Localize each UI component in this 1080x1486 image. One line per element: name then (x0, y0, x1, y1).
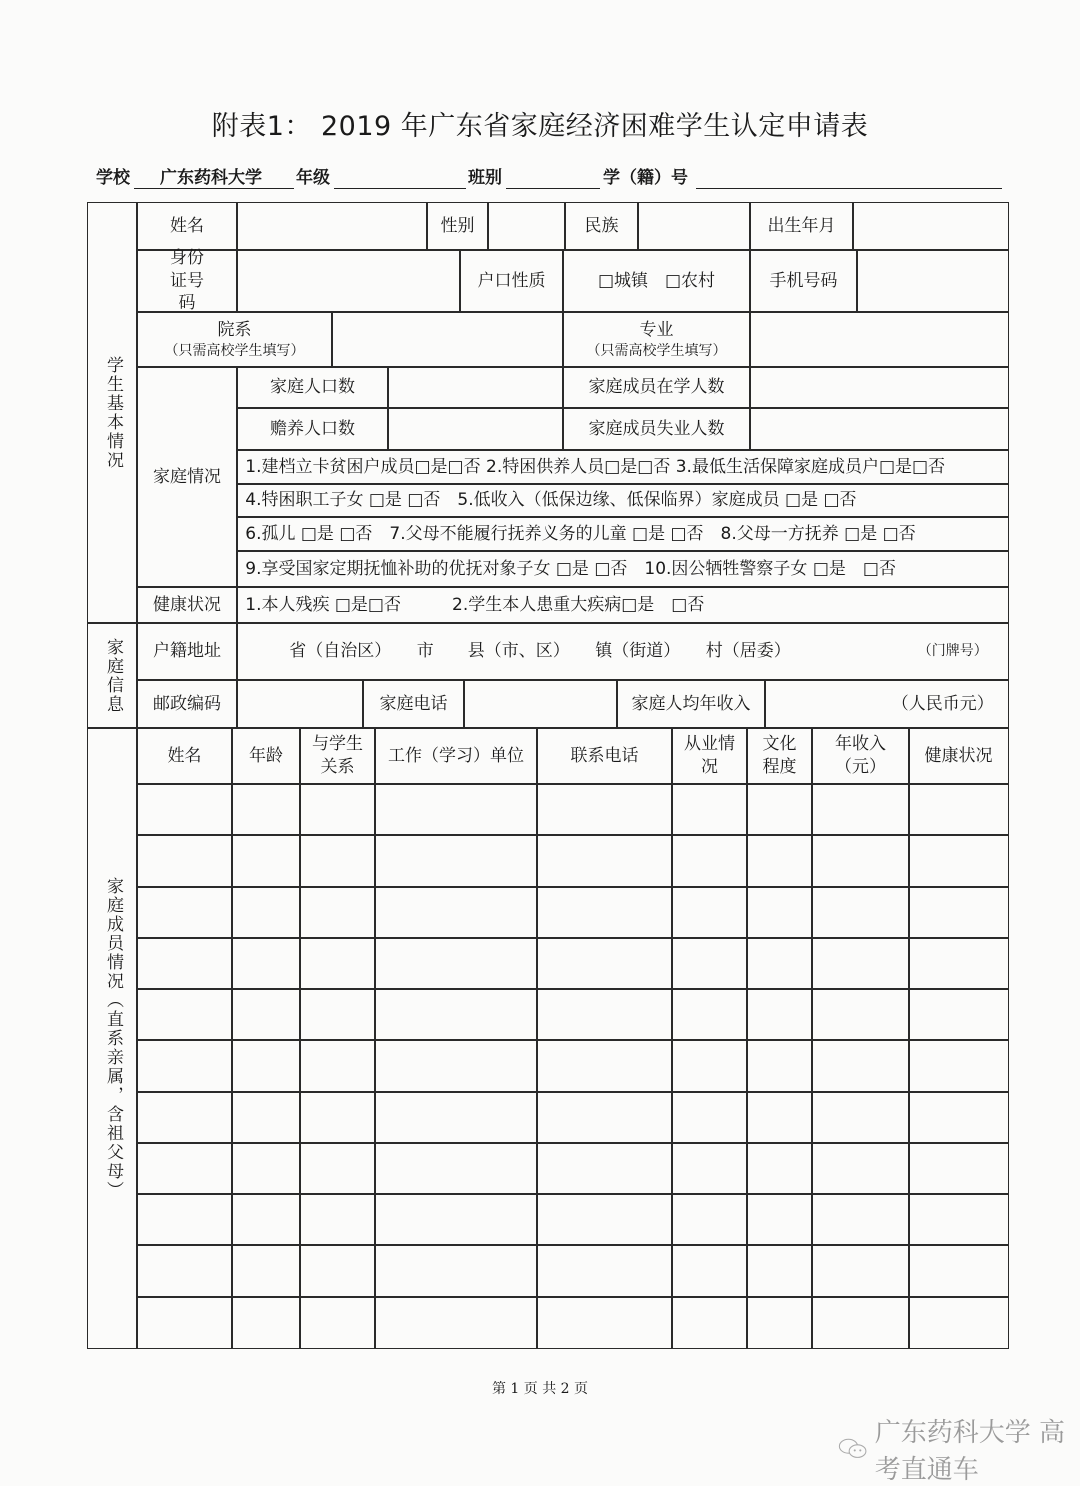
member-health-cell[interactable] (908, 1039, 1009, 1093)
school-value: 广东药科大学 (160, 168, 262, 188)
member-phone-cell[interactable] (536, 783, 673, 836)
member-education-cell[interactable] (746, 937, 813, 990)
dependents-label: 赡养人口数 (236, 407, 389, 451)
member-relation-cell[interactable] (299, 1091, 376, 1144)
member-health-cell[interactable] (908, 1244, 1009, 1298)
member-education-cell[interactable] (746, 1296, 813, 1349)
column-header-age: 年龄 (231, 727, 301, 785)
student-id-label: 学（籍）号 (603, 168, 688, 188)
member-occupation-cell[interactable] (671, 886, 748, 939)
health-checkboxes[interactable]: 1.本人残疾 □是□否 2.学生本人患重大疾病□是 □否 (236, 586, 1009, 624)
gender-label: 性别 (426, 202, 489, 251)
member-education-cell[interactable] (746, 1244, 813, 1298)
id-card-label: 身份证号码 (136, 249, 238, 313)
section-label-members: 家庭成员情况（直系亲属，含祖父母） (87, 727, 138, 1349)
member-phone-cell[interactable] (536, 1091, 673, 1144)
member-name-cell[interactable] (136, 988, 233, 1041)
member-health-cell[interactable] (908, 1142, 1009, 1195)
member-education-cell[interactable] (746, 1091, 813, 1144)
class-field[interactable] (506, 166, 600, 189)
member-work-unit-cell[interactable] (374, 834, 538, 888)
column-header-relation: 与学生关系 (299, 727, 376, 785)
income-field[interactable]: （人民币元） (764, 679, 1009, 729)
member-phone-cell[interactable] (536, 1142, 673, 1195)
student-id-field[interactable] (696, 166, 1002, 189)
member-name-cell[interactable] (136, 1142, 233, 1195)
member-income-cell[interactable] (811, 834, 910, 888)
column-header-name: 姓名 (136, 727, 233, 785)
page-footer: 第 1 页 共 2 页 (491, 1381, 589, 1397)
member-occupation-cell[interactable] (671, 1142, 748, 1195)
health-label: 健康状况 (136, 586, 238, 624)
gender-field[interactable] (487, 202, 566, 251)
member-income-cell[interactable] (811, 937, 910, 990)
ethnicity-field[interactable] (637, 202, 751, 251)
member-health-cell[interactable] (908, 783, 1009, 836)
member-phone-cell[interactable] (536, 1193, 673, 1246)
id-card-field[interactable] (236, 249, 461, 313)
birth-label: 出生年月 (749, 202, 854, 251)
member-occupation-cell[interactable] (671, 1244, 748, 1298)
income-label: 家庭人均年收入 (616, 679, 766, 729)
department-label (136, 311, 333, 368)
member-phone-cell[interactable] (536, 1244, 673, 1298)
member-occupation-cell[interactable] (671, 1039, 748, 1093)
family-status-item[interactable]: 4.特困职工子女 □是 □否 5.低收入（低保边缘、低保临界）家庭成员 □是 □否 (236, 483, 1009, 518)
member-education-cell[interactable] (746, 1039, 813, 1093)
member-age-cell[interactable] (231, 1244, 301, 1298)
department-label-text: 院系 (217, 319, 252, 340)
grade-field[interactable] (334, 166, 466, 189)
column-header-income: 年收入（元） (811, 727, 910, 785)
house-number-label: （门牌号） (917, 643, 988, 660)
member-health-cell[interactable] (908, 1091, 1009, 1144)
member-name-cell[interactable] (136, 1296, 233, 1349)
member-work-unit-cell[interactable] (374, 1091, 538, 1144)
member-name-cell[interactable] (136, 834, 233, 888)
member-relation-cell[interactable] (299, 783, 376, 836)
member-income-cell[interactable] (811, 886, 910, 939)
member-education-cell[interactable] (746, 834, 813, 888)
family-unemployed-label: 家庭成员失业人数 (562, 407, 751, 451)
address-template: 省（自治区） 市 县（市、区） 镇（街道） 村（居委） (289, 641, 791, 662)
column-header-occupation: 从业情况 (671, 727, 748, 785)
member-income-cell[interactable] (811, 1244, 910, 1298)
address-label: 户籍地址 (136, 622, 238, 681)
member-occupation-cell[interactable] (671, 937, 748, 990)
member-income-cell[interactable] (811, 1091, 910, 1144)
member-age-cell[interactable] (231, 937, 301, 990)
member-work-unit-cell[interactable] (374, 783, 538, 836)
column-header-phone: 联系电话 (536, 727, 673, 785)
member-education-cell[interactable] (746, 1193, 813, 1246)
family-phone-label: 家庭电话 (362, 679, 465, 729)
member-education-cell[interactable] (746, 783, 813, 836)
member-relation-cell[interactable] (299, 886, 376, 939)
wechat-icon (838, 1432, 869, 1466)
family-students-field[interactable] (749, 366, 1009, 409)
department-field[interactable] (331, 311, 564, 368)
postcode-field[interactable] (236, 679, 364, 729)
major-label-text: 专业 (639, 319, 674, 340)
member-income-cell[interactable] (811, 1039, 910, 1093)
member-health-cell[interactable] (908, 1296, 1009, 1349)
mobile-field[interactable] (856, 249, 1009, 313)
section-label-family-info: 家庭信息 (87, 622, 138, 729)
member-health-cell[interactable] (908, 937, 1009, 990)
member-relation-cell[interactable] (299, 1142, 376, 1195)
member-occupation-cell[interactable] (671, 783, 748, 836)
member-age-cell[interactable] (231, 1296, 301, 1349)
major-label-note: （只需高校学生填写） (586, 342, 727, 359)
member-work-unit-cell[interactable] (374, 1244, 538, 1298)
family-status-item[interactable]: 9.享受国家定期抚恤补助的优抚对象子女 □是 □否 10.因公牺牲警察子女 □是 □否 (236, 550, 1009, 588)
member-age-cell[interactable] (231, 1039, 301, 1093)
member-phone-cell[interactable] (536, 1296, 673, 1349)
member-work-unit-cell[interactable] (374, 1193, 538, 1246)
member-age-cell[interactable] (231, 886, 301, 939)
form-title: 附表1： 2019 年广东省家庭经济困难学生认定申请表 (211, 111, 869, 142)
department-label-note: （只需高校学生填写） (164, 342, 305, 359)
member-work-unit-cell[interactable] (374, 1142, 538, 1195)
member-name-cell[interactable] (136, 937, 233, 990)
column-header-education: 文化程度 (746, 727, 813, 785)
member-income-cell[interactable] (811, 1142, 910, 1195)
member-relation-cell[interactable] (299, 1039, 376, 1093)
member-work-unit-cell[interactable] (374, 988, 538, 1041)
family-status-label: 家庭情况 (136, 366, 238, 588)
member-health-cell[interactable] (908, 886, 1009, 939)
family-status-item[interactable]: 1.建档立卡贫困户成员□是□否 2.特困供养人员□是□否 3.最低生活保障家庭成员户□是□否 (236, 449, 1009, 485)
member-work-unit-cell[interactable] (374, 937, 538, 990)
name-field[interactable] (236, 202, 428, 251)
member-work-unit-cell[interactable] (374, 1296, 538, 1349)
member-health-cell[interactable] (908, 834, 1009, 888)
member-phone-cell[interactable] (536, 937, 673, 990)
member-age-cell[interactable] (231, 1193, 301, 1246)
member-name-cell[interactable] (136, 1091, 233, 1144)
column-header-health: 健康状况 (908, 727, 1009, 785)
member-education-cell[interactable] (746, 1142, 813, 1195)
member-relation-cell[interactable] (299, 937, 376, 990)
family-students-label: 家庭成员在学人数 (562, 366, 751, 409)
member-income-cell[interactable] (811, 1193, 910, 1246)
member-health-cell[interactable] (908, 1193, 1009, 1246)
member-age-cell[interactable] (231, 783, 301, 836)
member-name-cell[interactable] (136, 783, 233, 836)
postcode-label: 邮政编码 (136, 679, 238, 729)
member-relation-cell[interactable] (299, 988, 376, 1041)
member-age-cell[interactable] (231, 988, 301, 1041)
member-name-cell[interactable] (136, 1039, 233, 1093)
member-work-unit-cell[interactable] (374, 1039, 538, 1093)
member-name-cell[interactable] (136, 1193, 233, 1246)
member-relation-cell[interactable] (299, 1296, 376, 1349)
name-label: 姓名 (136, 202, 238, 251)
member-phone-cell[interactable] (536, 988, 673, 1041)
hukou-type-label: 户口性质 (459, 249, 564, 313)
member-health-cell[interactable] (908, 988, 1009, 1041)
member-relation-cell[interactable] (299, 1244, 376, 1298)
address-field[interactable] (236, 622, 1009, 681)
member-age-cell[interactable] (231, 1091, 301, 1144)
member-income-cell[interactable] (811, 1296, 910, 1349)
family-status-item[interactable]: 6.孤儿 □是 □否 7.父母不能履行抚养义务的儿童 □是 □否 8.父母一方抚养 □是 □否 (236, 516, 1009, 552)
family-size-label: 家庭人口数 (236, 366, 389, 409)
dependents-field[interactable] (387, 407, 564, 451)
member-occupation-cell[interactable] (671, 834, 748, 888)
member-income-cell[interactable] (811, 783, 910, 836)
member-phone-cell[interactable] (536, 886, 673, 939)
member-relation-cell[interactable] (299, 834, 376, 888)
member-phone-cell[interactable] (536, 1039, 673, 1093)
member-age-cell[interactable] (231, 1142, 301, 1195)
section-label-basic: 学生基本情况 (87, 202, 138, 624)
major-field[interactable] (749, 311, 1009, 368)
grade-label: 年级 (296, 168, 330, 188)
hukou-type-checkboxes[interactable]: □城镇 □农村 (562, 249, 751, 313)
member-occupation-cell[interactable] (671, 1193, 748, 1246)
member-education-cell[interactable] (746, 988, 813, 1041)
member-occupation-cell[interactable] (671, 1091, 748, 1144)
birth-field[interactable] (852, 202, 1009, 251)
family-size-field[interactable] (387, 366, 564, 409)
class-label: 班别 (468, 168, 502, 188)
column-header-work-unit: 工作（学习）单位 (374, 727, 538, 785)
member-work-unit-cell[interactable] (374, 886, 538, 939)
watermark (838, 1412, 1080, 1486)
member-relation-cell[interactable] (299, 1193, 376, 1246)
member-education-cell[interactable] (746, 886, 813, 939)
school-label: 学校 (96, 168, 130, 188)
member-name-cell[interactable] (136, 886, 233, 939)
member-phone-cell[interactable] (536, 834, 673, 888)
mobile-label: 手机号码 (749, 249, 858, 313)
member-name-cell[interactable] (136, 1244, 233, 1298)
member-income-cell[interactable] (811, 988, 910, 1041)
member-age-cell[interactable] (231, 834, 301, 888)
ethnicity-label: 民族 (564, 202, 639, 251)
member-occupation-cell[interactable] (671, 988, 748, 1041)
family-unemployed-field[interactable] (749, 407, 1009, 451)
major-label (562, 311, 751, 368)
member-occupation-cell[interactable] (671, 1296, 748, 1349)
family-phone-field[interactable] (463, 679, 618, 729)
watermark-text: 广东药科大学 高考直通车 (874, 1418, 1065, 1485)
